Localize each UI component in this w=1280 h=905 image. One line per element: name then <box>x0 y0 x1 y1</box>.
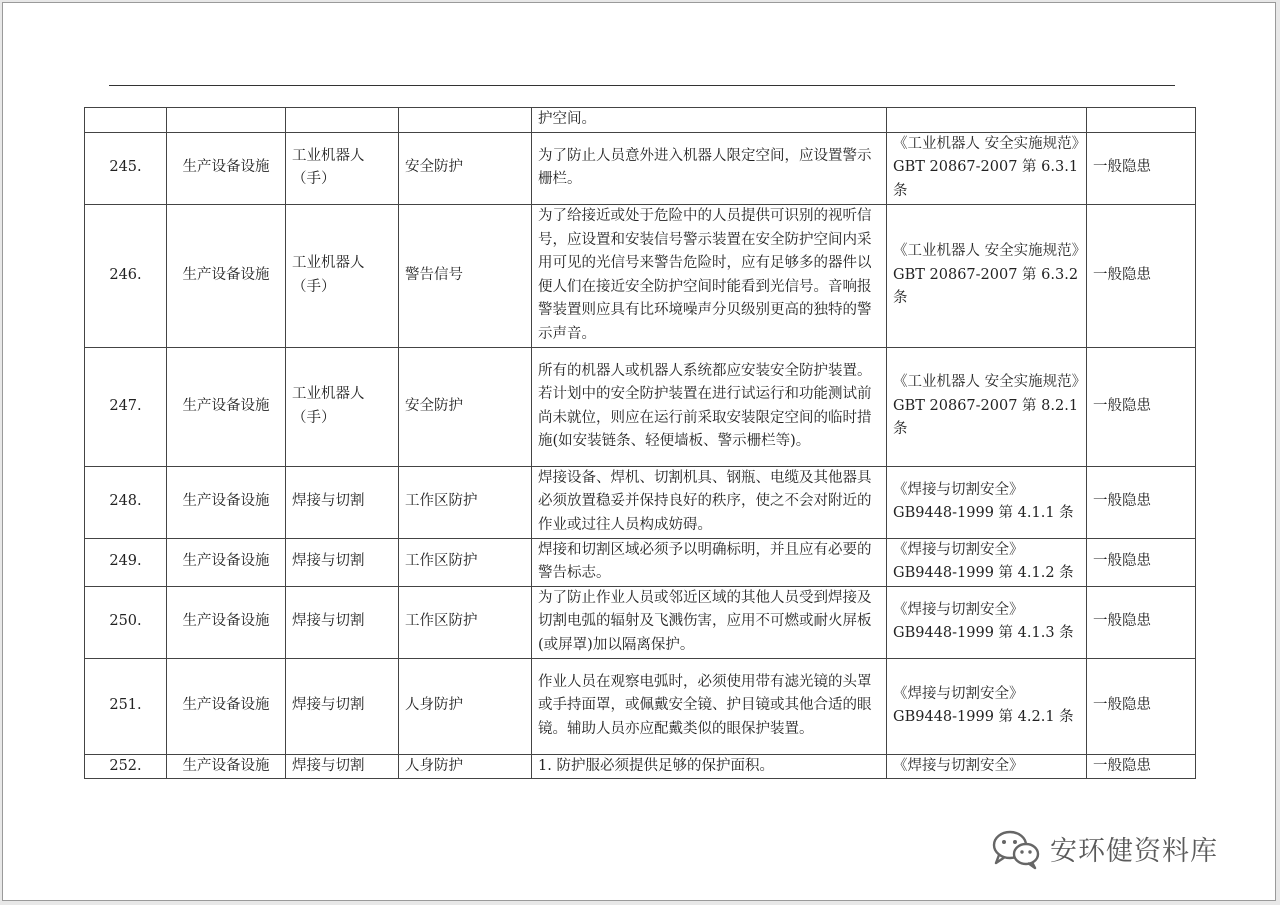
level-cell: 一般隐患 <box>1087 658 1196 754</box>
table-row <box>85 754 1196 779</box>
basis-cell: 《焊接与切割安全》 <box>887 754 1087 779</box>
subcategory-cell: 工业机器人（手） <box>286 347 399 466</box>
subcategory-cell: 焊接与切割 <box>286 538 399 586</box>
requirement-cell: 护空间。 <box>532 108 887 133</box>
row-number: 247. <box>85 347 167 466</box>
basis-cell: 《工业机器人 安全实施规范》GBT 20867-2007 第 6.3.2 条 <box>887 204 1087 347</box>
basis-cell: 《焊接与切割安全》GB9448-1999 第 4.1.1 条 <box>887 466 1087 538</box>
row-number <box>85 108 167 133</box>
subcategory-cell: 焊接与切割 <box>286 466 399 538</box>
level-cell: 一般隐患 <box>1087 466 1196 538</box>
hazard-table <box>84 107 1196 779</box>
basis-cell <box>887 108 1087 133</box>
category-cell: 生产设备设施 <box>167 658 286 754</box>
table-row <box>85 658 1196 754</box>
requirement-cell: 为了给接近或处于危险中的人员提供可识别的视听信号，应设置和安装信号警示装置在安全防护空间内采用可见的光信号来警告危险时，应有足够多的器件以便人们在接近安全防护空间时能看到光信号。音响报警装置则应具有比环境噪声分贝级别更高的独特的警示声音。 <box>532 204 887 347</box>
row-number: 245. <box>85 132 167 204</box>
table-row <box>85 347 1196 466</box>
wechat-icon <box>988 826 1044 870</box>
table-row <box>85 108 1196 133</box>
requirement-cell: 焊接设备、焊机、切割机具、钢瓶、电缆及其他器具必须放置稳妥并保持良好的秩序，使之不会对附近的作业或过往人员构成妨碍。 <box>532 466 887 538</box>
category-cell: 生产设备设施 <box>167 466 286 538</box>
row-number: 250. <box>85 586 167 658</box>
item-cell: 人身防护 <box>399 754 532 779</box>
subcategory-cell: 工业机器人（手） <box>286 204 399 347</box>
item-cell: 警告信号 <box>399 204 532 347</box>
subcategory-cell: 焊接与切割 <box>286 586 399 658</box>
item-cell: 工作区防护 <box>399 586 532 658</box>
item-cell <box>399 108 532 133</box>
requirement-cell: 为了防止人员意外进入机器人限定空间，应设置警示栅栏。 <box>532 132 887 204</box>
category-cell: 生产设备设施 <box>167 586 286 658</box>
row-number: 249. <box>85 538 167 586</box>
table-row <box>85 538 1196 586</box>
subcategory-cell: 工业机器人（手） <box>286 132 399 204</box>
category-cell: 生产设备设施 <box>167 204 286 347</box>
table-row <box>85 586 1196 658</box>
row-number: 252. <box>85 754 167 779</box>
basis-cell: 《焊接与切割安全》GB9448-1999 第 4.1.2 条 <box>887 538 1087 586</box>
level-cell <box>1087 108 1196 133</box>
watermark-text: 安环健资料库 <box>1050 835 1218 867</box>
level-cell: 一般隐患 <box>1087 204 1196 347</box>
category-cell: 生产设备设施 <box>167 538 286 586</box>
basis-cell: 《工业机器人 安全实施规范》GBT 20867-2007 第 8.2.1 条 <box>887 347 1087 466</box>
item-cell: 工作区防护 <box>399 538 532 586</box>
level-cell: 一般隐患 <box>1087 586 1196 658</box>
item-cell: 工作区防护 <box>399 466 532 538</box>
requirement-cell: 为了防止作业人员或邻近区域的其他人员受到焊接及切割电弧的辐射及飞溅伤害，应用不可燃或耐火屏板(或屏罩)加以隔离保护。 <box>532 586 887 658</box>
basis-cell: 《焊接与切割安全》GB9448-1999 第 4.2.1 条 <box>887 658 1087 754</box>
table-row <box>85 132 1196 204</box>
header-rule <box>109 85 1175 86</box>
level-cell: 一般隐患 <box>1087 347 1196 466</box>
row-number: 248. <box>85 466 167 538</box>
category-cell: 生产设备设施 <box>167 754 286 779</box>
basis-cell: 《焊接与切割安全》GB9448-1999 第 4.1.3 条 <box>887 586 1087 658</box>
subcategory-cell: 焊接与切割 <box>286 754 399 779</box>
table-row <box>85 204 1196 347</box>
watermark <box>988 826 1218 870</box>
level-cell: 一般隐患 <box>1087 538 1196 586</box>
category-cell: 生产设备设施 <box>167 132 286 204</box>
level-cell: 一般隐患 <box>1087 754 1196 779</box>
item-cell: 安全防护 <box>399 347 532 466</box>
row-number: 251. <box>85 658 167 754</box>
item-cell: 人身防护 <box>399 658 532 754</box>
requirement-cell: 所有的机器人或机器人系统都应安装安全防护装置。若计划中的安全防护装置在进行试运行和功能测试前尚未就位，则应在运行前采取安装限定空间的临时措施(如安装链条、轻便墙板、警示栅栏等)。 <box>532 347 887 466</box>
subcategory-cell <box>286 108 399 133</box>
requirement-cell: 焊接和切割区域必须予以明确标明，并且应有必要的警告标志。 <box>532 538 887 586</box>
category-cell: 生产设备设施 <box>167 347 286 466</box>
subcategory-cell: 焊接与切割 <box>286 658 399 754</box>
row-number: 246. <box>85 204 167 347</box>
category-cell <box>167 108 286 133</box>
item-cell: 安全防护 <box>399 132 532 204</box>
requirement-cell: 作业人员在观察电弧时，必须使用带有滤光镜的头罩或手持面罩，或佩戴安全镜、护目镜或其他合适的眼镜。辅助人员亦应配戴类似的眼保护装置。 <box>532 658 887 754</box>
level-cell: 一般隐患 <box>1087 132 1196 204</box>
table-row <box>85 466 1196 538</box>
requirement-cell: 1. 防护服必须提供足够的保护面积。 <box>532 754 887 779</box>
basis-cell: 《工业机器人 安全实施规范》GBT 20867-2007 第 6.3.1 条 <box>887 132 1087 204</box>
